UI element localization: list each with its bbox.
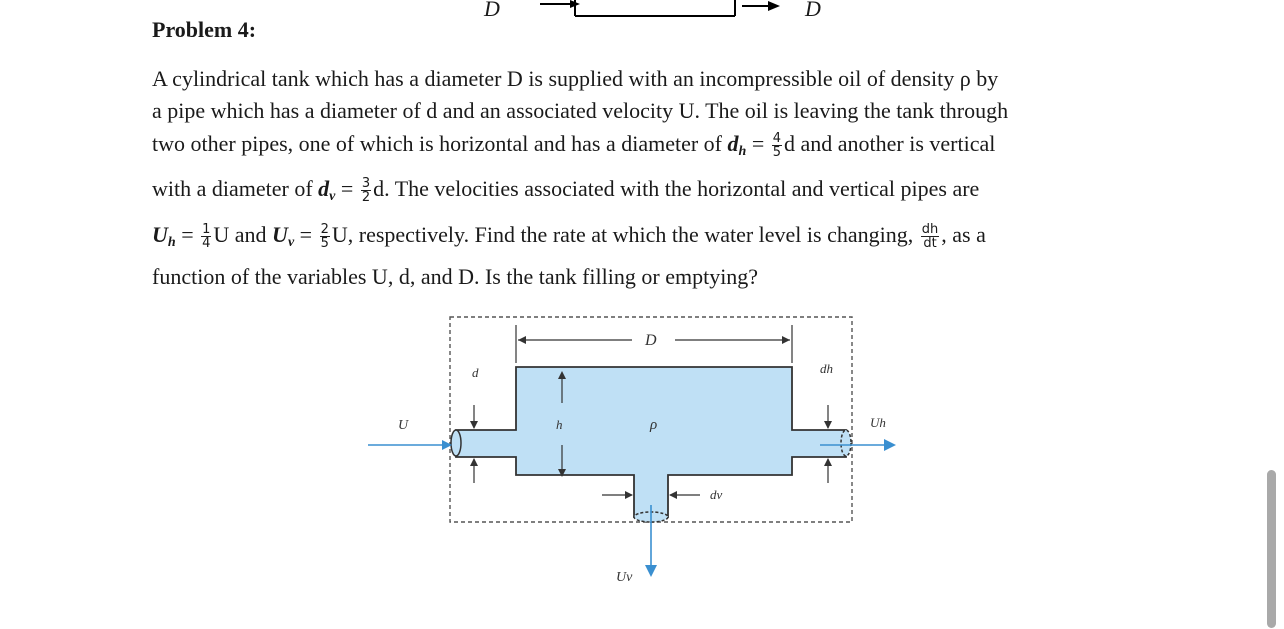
dimension-d-arrow-left	[518, 336, 526, 344]
tank-fluid	[456, 367, 846, 517]
line5-text-post: , as a	[941, 222, 986, 247]
label-D: D	[645, 332, 657, 349]
dim-dh-bottom-arrow	[824, 458, 832, 466]
equals: =	[335, 176, 354, 201]
dim-dh-top-arrow	[824, 421, 832, 429]
label-U: U	[398, 418, 409, 433]
line4-text-post: d. The velocities associated with the horizontal and vertical pipes are	[373, 176, 980, 201]
line3-text-post: d and another is vertical	[784, 131, 996, 156]
label-rho: ρ	[650, 417, 658, 433]
outlet-h-pipe-end	[841, 430, 851, 456]
fraction-3-2: $\frac{3}{2}$	[361, 176, 371, 206]
problem-line-5	[152, 222, 1142, 251]
line5-mid-2: U, respectively. Find the rate at which the water level is changing,	[331, 222, 914, 247]
problem-line-3	[152, 131, 1142, 160]
vertical-scrollbar[interactable]	[1267, 470, 1276, 628]
equals: =	[175, 222, 194, 247]
line3-text-pre: two other pipes, one of which is horizontal and has a diameter of	[152, 131, 723, 156]
top-label-d-right: D	[805, 0, 821, 21]
equals: =	[294, 222, 313, 247]
tank-diagram	[340, 305, 950, 605]
dim-dv-right-arrow	[669, 491, 677, 499]
dimension-d-arrow-right	[782, 336, 790, 344]
top-label-d-left: D	[484, 0, 500, 21]
label-h: h	[556, 417, 563, 432]
label-dh: dh	[820, 361, 833, 376]
problem-title: Problem 4:	[152, 17, 257, 42]
var-dh: $d_h$	[727, 131, 747, 159]
problem-line-4	[152, 176, 1142, 205]
var-dv: $d_v$	[318, 176, 336, 204]
fraction-dh-dt: $\frac{dh}{dt}$	[921, 222, 939, 252]
line4-text-pre: with a diameter of	[152, 176, 313, 201]
label-Uv: Uv	[616, 570, 633, 585]
dim-dv-left-arrow	[625, 491, 633, 499]
outlet-v-flow-arrowhead	[645, 565, 657, 577]
fraction-4-5: $\frac{4}{5}$	[772, 131, 782, 161]
var-uv: $U_v$	[272, 222, 295, 250]
fraction-1-4: $\frac{1}{4}$	[202, 222, 211, 252]
problem-line-6: function of the variables U, d, and D. Is the tank filling or emptying?	[152, 264, 759, 289]
problem-line-1: A cylindrical tank which has a diameter D is supplied with an incompressible oil of density ρ by	[152, 66, 999, 91]
fraction-2-5: $\frac{2}{5}$	[320, 222, 329, 252]
label-dv: dv	[710, 487, 723, 502]
top-clipped-lines	[530, 0, 790, 22]
var-uh: $U_h$	[152, 222, 176, 250]
dim-d-top-arrow	[470, 421, 478, 429]
label-Uh: Uh	[870, 415, 886, 430]
equals: =	[746, 131, 765, 156]
inlet-pipe-end	[451, 430, 461, 456]
line5-mid-1: U and	[213, 222, 273, 247]
problem-line-2: a pipe which has a diameter of d and an associated velocity U. The oil is leaving the tank through	[152, 98, 1009, 123]
dim-d-bottom-arrow	[470, 458, 478, 466]
outlet-h-flow-arrowhead	[884, 439, 896, 451]
label-d: d	[472, 365, 479, 380]
